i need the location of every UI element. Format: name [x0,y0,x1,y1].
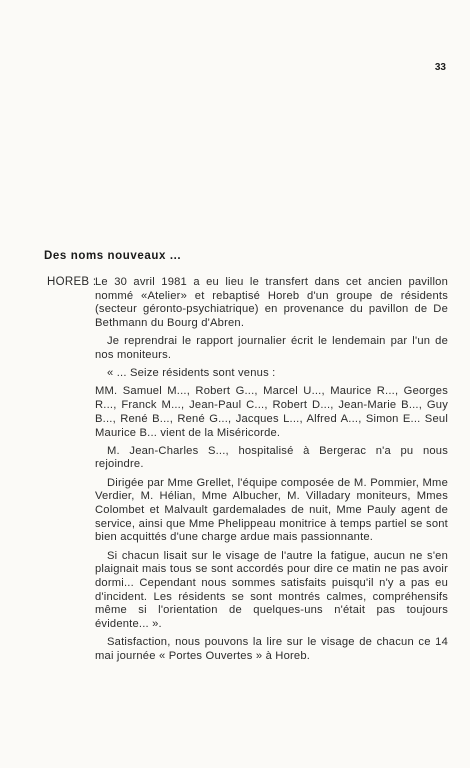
paragraph: Satisfaction, nous pouvons la lire sur le visage de chacun ce 14 mai journée « Portes Ouvertes » à Horeb. [95,636,448,663]
paragraph: Je reprendrai le rapport journalier écrit le lendemain par l'un de nos moniteurs. [95,335,448,362]
paragraph: Le 30 avril 1981 a eu lieu le transfert dans cet ancien pavillon nommé «Atelier» et rebaptisé Horeb d'un groupe de résidents (secteur géronto-psychiatrique) en provenance du pavillon de De Bethmann du Bourg d'Abren. [95,276,448,330]
paragraph: « ... Seize résidents sont venus : [107,367,276,380]
paragraph: M. Jean-Charles S..., hospitalisé à Bergerac n'a pu nous rejoindre. [95,444,448,471]
page-number: 33 [434,62,446,73]
paragraph: MM. Samuel M..., Robert G..., Marcel U..., Maurice R..., Georges R..., Franck M..., Jean-Paul C..., Robert D..., Jean-Marie B..., Guy B..., René B..., René G..., Jacques L..., Alfred A..., Simon E... Seul Maurice B... vient de la Miséricorde. [95,385,448,439]
entry-label: HOREB : [47,276,97,288]
paragraph: Dirigée par Mme Grellet, l'équipe composée de M. Pommier, Mme Verdier, M. Hélian, Mme Albucher, M. Villadary moniteurs, Mmes Colombet et Malvault gardemalades de nuit, Mme Pauly agent de service, ainsi que Mme Phelippeau monitrice à temps partiel se sont bien acquittés d'une charge ardue mais passionnante. [95,476,448,544]
entry-body [95,276,448,668]
paragraph: Si chacun lisait sur le visage de l'autre la fatigue, aucun ne s'en plaignait mais tous se sont accordés pour dire ce matin ne pas avoir dormi... Cependant nous sommes satisfaits puisqu'il n'y a pas eu d'incident. Les résidents se sont montrés calmes, compréhensifs même si l'orientation de quelques-uns n'était pas toujours évidente... ». [95,549,448,631]
show-through-text [300,232,303,243]
section-heading: Des noms nouveaux ... [44,250,182,262]
